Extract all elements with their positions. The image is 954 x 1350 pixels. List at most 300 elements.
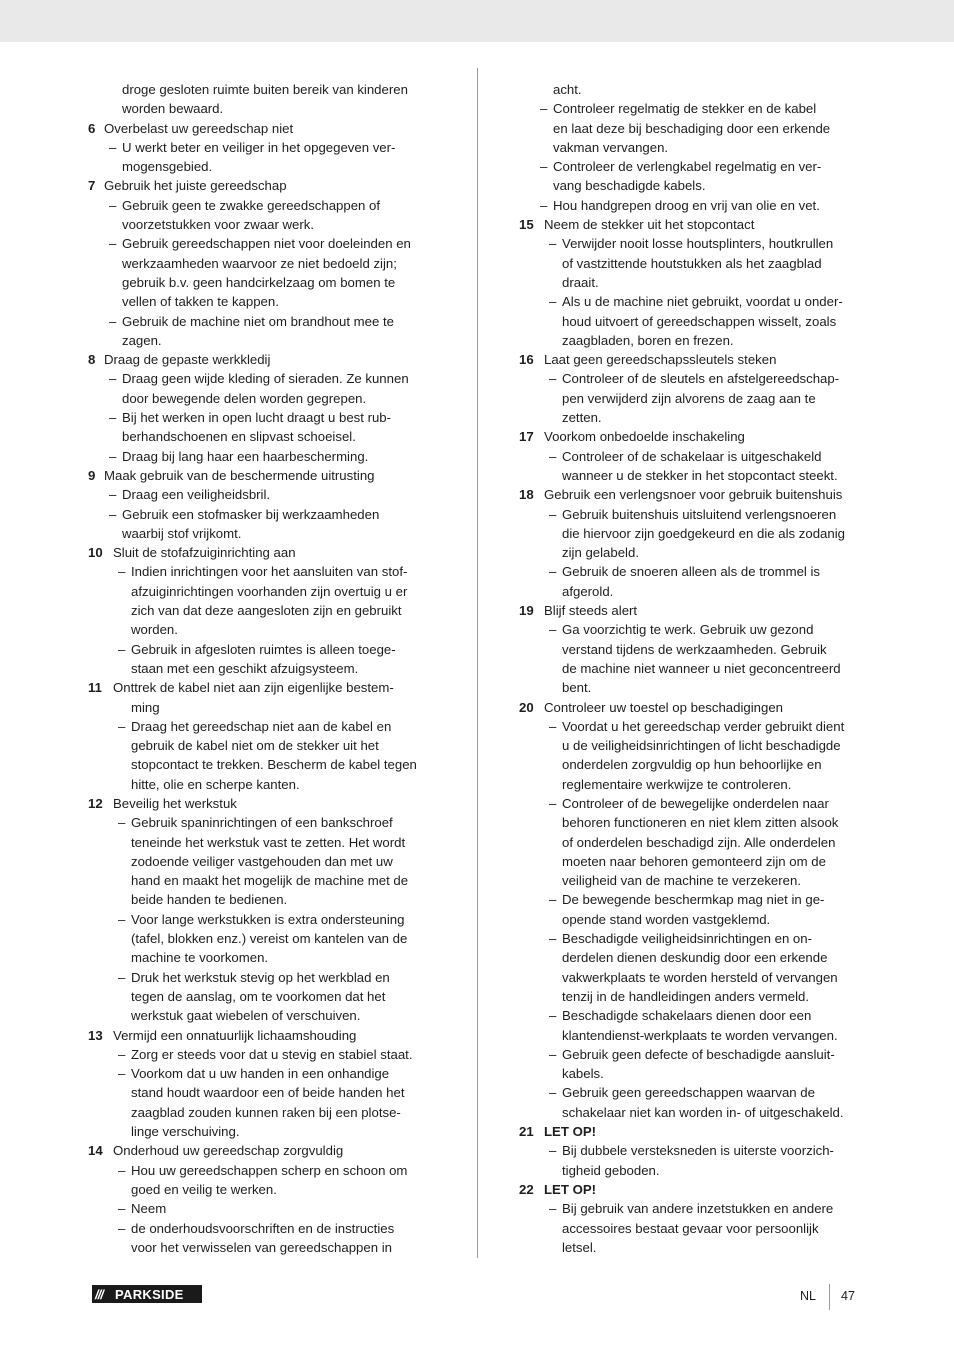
footer-divider — [829, 1284, 830, 1310]
dash-bullet: – — [549, 1201, 557, 1217]
bullet-text: Beschadigde schakelaars dienen door een — [562, 1008, 812, 1024]
continuation-text: werkzaamheden waarvoor ze niet bedoeld zijn; — [122, 255, 397, 271]
continuation-text: vang beschadigde kabels. — [553, 178, 706, 194]
continuation-text: goed en veilig te werken. — [131, 1181, 277, 1197]
bullet-item — [88, 312, 438, 331]
continuation-line — [88, 99, 438, 118]
continuation-line — [88, 1122, 438, 1141]
continuation-text: staan met een geschikt afzuigsysteem. — [131, 660, 359, 676]
continuation-text: zaagbladen, boren en frezen. — [562, 332, 734, 348]
continuation-text: zich van dat deze aangesloten zijn en gebruikt — [131, 603, 402, 619]
section-number: 20 — [519, 699, 534, 715]
continuation-line — [519, 948, 871, 967]
continuation-text: (tafel, blokken enz.) vereist om kantelen van de — [131, 931, 408, 947]
bullet-item — [519, 794, 871, 813]
bullet-item — [88, 640, 438, 659]
bullet-text: Neem — [131, 1201, 167, 1217]
bullet-text: Gebruik de machine niet om brandhout mee te — [122, 313, 394, 329]
continuation-text: zijn gelabeld. — [562, 545, 639, 561]
bullet-text: Ga voorzichtig te werk. Gebruik uw gezond — [562, 622, 814, 638]
dash-bullet: – — [118, 1046, 126, 1062]
bullet-item — [88, 369, 438, 388]
bullet-text: Gebruik gereedschappen niet voor doeleinden en — [122, 236, 411, 252]
bullet-text: Indien inrichtingen voor het aansluiten van stof- — [131, 564, 408, 580]
continuation-line — [88, 775, 438, 794]
section-heading — [88, 543, 438, 562]
bullet-text: Bij het werken in open lucht draagt u best rub- — [122, 410, 392, 426]
section-heading — [519, 1180, 871, 1199]
continuation-line — [519, 659, 871, 678]
section-number: 9 — [88, 467, 96, 483]
language-code: NL — [800, 1289, 816, 1303]
dash-bullet: – — [118, 969, 126, 985]
section-number: 14 — [88, 1143, 103, 1159]
section-number: 16 — [519, 352, 534, 368]
continuation-line — [519, 1064, 871, 1083]
continuation-line — [519, 852, 871, 871]
continuation-text: droge gesloten ruimte buiten bereik van kinderen — [122, 82, 408, 97]
continuation-text: worden. — [131, 622, 178, 638]
section-heading — [519, 1122, 871, 1141]
continuation-line — [88, 601, 438, 620]
bullet-text: Gebruik buitenshuis uitsluitend verlengsnoeren — [562, 506, 837, 522]
continuation-text: waarbij stof vrijkomt. — [122, 525, 242, 541]
continuation-line — [88, 929, 438, 948]
dash-bullet: – — [549, 1143, 557, 1159]
continuation-text: machine te voorkomen. — [131, 950, 269, 966]
bullet-item — [88, 447, 438, 466]
section-number: 6 — [88, 120, 96, 136]
continuation-line — [519, 1103, 871, 1122]
continuation-line — [88, 215, 438, 234]
bullet-text: Druk het werkstuk stevig op het werkblad en — [131, 969, 390, 985]
continuation-line — [88, 1103, 438, 1122]
continuation-line — [88, 582, 438, 601]
continuation-text: vellen of takken te kappen. — [122, 294, 279, 310]
bullet-text: Hou uw gereedschappen scherp en schoon om — [131, 1162, 408, 1178]
continuation-line — [519, 176, 871, 195]
continuation-text: linge verschuiving. — [131, 1124, 240, 1140]
continuation-text: verstand tijdens de werkzaamheden. Gebruik — [562, 641, 827, 657]
dash-bullet: – — [540, 101, 548, 117]
bullet-item — [519, 717, 871, 736]
continuation-line — [519, 582, 871, 601]
section-heading — [88, 1141, 438, 1160]
bullet-item — [88, 1161, 438, 1180]
continuation-text: letsel. — [562, 1239, 597, 1255]
bullet-item — [88, 562, 438, 581]
bullet-text: Gebruik de snoeren alleen als de trommel is — [562, 564, 821, 580]
dash-bullet: – — [118, 911, 126, 927]
continuation-line — [88, 698, 438, 717]
bullet-text: Voordat u het gereedschap verder gebruikt dient — [562, 718, 845, 734]
bullet-item — [88, 968, 438, 987]
continuation-line — [88, 620, 438, 639]
dash-bullet: – — [109, 506, 117, 522]
dash-bullet: – — [549, 294, 557, 310]
bullet-text: Controleer de verlengkabel regelmatig en ver- — [553, 159, 822, 175]
continuation-text: stand houdt waardoor een of beide handen het — [131, 1085, 405, 1101]
section-title: LET OP! — [544, 1124, 597, 1140]
section-heading — [88, 794, 438, 813]
section-title: Neem de stekker uit het stopcontact — [544, 217, 755, 233]
section-heading — [519, 350, 871, 369]
dash-bullet: – — [549, 931, 557, 947]
continuation-text: acht. — [553, 82, 582, 97]
continuation-line — [88, 292, 438, 311]
dash-bullet: – — [109, 371, 117, 387]
continuation-line — [519, 1219, 871, 1238]
section-title: LET OP! — [544, 1181, 597, 1197]
section-number: 11 — [88, 680, 102, 696]
dash-bullet: – — [109, 410, 117, 426]
dash-bullet: – — [109, 487, 117, 503]
continuation-line — [519, 833, 871, 852]
section-number: 7 — [88, 178, 96, 194]
continuation-text: derdelen dienen deskundig door een erkende — [562, 950, 828, 966]
continuation-line — [88, 833, 438, 852]
section-number: 18 — [519, 487, 534, 503]
dash-bullet: – — [549, 795, 557, 811]
section-title: Voorkom onbedoelde inschakeling — [544, 429, 745, 445]
dash-bullet: – — [109, 139, 117, 155]
continuation-line — [88, 331, 438, 350]
continuation-text: bent. — [562, 680, 592, 696]
continuation-line — [519, 910, 871, 929]
continuation-text: accessoires bestaat gevaar voor persoonlijk — [562, 1220, 819, 1236]
bullet-item — [519, 1006, 871, 1025]
section-number: 12 — [88, 795, 103, 811]
continuation-text: vakman vervangen. — [553, 139, 669, 155]
bullet-text: Beschadigde veiligheidsinrichtingen en on- — [562, 931, 812, 947]
continuation-text: ming — [131, 699, 160, 715]
bullet-item — [519, 447, 871, 466]
continuation-line — [519, 312, 871, 331]
continuation-line — [519, 466, 871, 485]
dash-bullet: – — [118, 815, 126, 831]
continuation-line — [88, 755, 438, 774]
bullet-item — [519, 1199, 871, 1218]
section-heading — [88, 678, 438, 697]
continuation-text: zaagblad zouden kunnen raken bij een plotse- — [131, 1104, 401, 1120]
continuation-line — [519, 80, 871, 99]
bullet-text: Zorg er steeds voor dat u stevig en stabiel staat. — [131, 1046, 413, 1062]
bullet-item — [519, 929, 871, 948]
continuation-text: of onderdelen beschadigd zijn. Alle onderdelen — [562, 834, 836, 850]
continuation-text: onderdelen zorgvuldig op hun behoorlijke en — [562, 757, 822, 773]
continuation-text: wanneer u de stekker in het stopcontact steekt. — [562, 467, 838, 483]
section-number: 8 — [88, 352, 96, 368]
section-number: 22 — [519, 1181, 534, 1197]
dash-bullet: – — [549, 564, 557, 580]
continuation-text: werkstuk gaat wiebelen of verschuiven. — [131, 1008, 361, 1024]
bullet-item — [519, 1141, 871, 1160]
dash-bullet: – — [118, 1162, 126, 1178]
continuation-text: tenzij in de handleidingen anders vermeld. — [562, 988, 810, 1004]
bullet-text: Controleer of de sleutels en afstelgereedschap- — [562, 371, 840, 387]
bullet-item — [88, 910, 438, 929]
bullet-item — [88, 1219, 438, 1238]
bullet-item — [519, 157, 871, 176]
section-heading — [88, 350, 438, 369]
bullet-item — [519, 505, 871, 524]
bullet-item — [519, 562, 871, 581]
section-heading — [519, 601, 871, 620]
continuation-line — [519, 119, 871, 138]
continuation-text: kabels. — [562, 1066, 604, 1082]
section-number: 13 — [88, 1027, 103, 1043]
section-title: Draag de gepaste werkkledij — [104, 352, 271, 368]
bullet-item — [88, 717, 438, 736]
continuation-line — [519, 678, 871, 697]
continuation-text: pen verwijderd zijn alvorens de zaag aan te — [562, 390, 816, 406]
bullet-text: Bij dubbele versteksneden is uiterste voorzich- — [562, 1143, 834, 1159]
continuation-text: klantendienst-werkplaats te worden vervangen. — [562, 1027, 838, 1043]
dash-bullet: – — [118, 1220, 126, 1236]
dash-bullet: – — [540, 197, 548, 213]
continuation-line — [519, 1238, 871, 1257]
continuation-line — [88, 736, 438, 755]
continuation-text: worden bewaard. — [122, 101, 224, 117]
section-title: Beveilig het werkstuk — [113, 795, 237, 811]
bullet-text: Bij gebruik van andere inzetstukken en andere — [562, 1201, 834, 1217]
dash-bullet: – — [549, 718, 557, 734]
logo-slashes: /// — [95, 1286, 103, 1302]
continuation-line — [88, 273, 438, 292]
continuation-line — [519, 871, 871, 890]
continuation-line — [88, 389, 438, 408]
bullet-item — [88, 813, 438, 832]
continuation-line — [88, 1006, 438, 1025]
section-number: 17 — [519, 429, 534, 445]
continuation-text: reglementaire werkwijze te controleren. — [562, 776, 792, 792]
continuation-line — [519, 736, 871, 755]
continuation-line — [88, 427, 438, 446]
dash-bullet: – — [109, 313, 117, 329]
bullet-text: Draag geen wijde kleding of sieraden. Ze kunnen — [122, 371, 409, 387]
bullet-text: Gebruik geen gereedschappen waarvan de — [562, 1085, 815, 1101]
bullet-text: Gebruik spaninrichtingen of een bankschroef — [131, 815, 393, 831]
continuation-line — [88, 871, 438, 890]
bullet-item — [519, 99, 871, 118]
section-title: Blijf steeds alert — [544, 603, 638, 619]
continuation-text: tigheid geboden. — [562, 1162, 660, 1178]
bullet-item — [88, 485, 438, 504]
section-title: Sluit de stofafzuiginrichting aan — [113, 545, 296, 561]
bullet-text: Voor lange werkstukken is extra ondersteuning — [131, 911, 405, 927]
dash-bullet: – — [549, 1046, 557, 1062]
bullet-item — [88, 196, 438, 215]
column-divider — [477, 68, 478, 1258]
continuation-text: schakelaar niet kan worden in- of uitgeschakeld. — [562, 1104, 844, 1120]
dash-bullet: – — [118, 564, 126, 580]
continuation-line — [88, 157, 438, 176]
continuation-text: houd uitvoert of gereedschappen wisselt, zoals — [562, 313, 837, 329]
continuation-text: gebruik de kabel niet om de stekker uit het — [131, 738, 379, 754]
continuation-line — [519, 640, 871, 659]
dash-bullet: – — [540, 159, 548, 175]
bullet-text: De bewegende beschermkap mag niet in ge- — [562, 892, 825, 908]
continuation-line — [519, 254, 871, 273]
continuation-text: voor het verwisselen van gereedschappen in — [131, 1239, 392, 1255]
continuation-text: en laat deze bij beschadiging door een erkende — [553, 120, 831, 136]
continuation-line — [519, 987, 871, 1006]
bullet-text: Voorkom dat u uw handen in een onhandige — [131, 1066, 390, 1082]
section-title: Onttrek de kabel niet aan zijn eigenlijke bestem- — [113, 680, 394, 696]
continuation-line — [88, 1083, 438, 1102]
continuation-line — [88, 852, 438, 871]
section-heading — [88, 1026, 438, 1045]
continuation-line — [88, 987, 438, 1006]
continuation-line — [519, 1161, 871, 1180]
continuation-line — [519, 1026, 871, 1045]
bullet-text: Draag bij lang haar een haarbescherming. — [122, 448, 369, 464]
bullet-item — [88, 1064, 438, 1083]
bullet-text: Gebruik een stofmasker bij werkzaamheden — [122, 506, 380, 522]
section-title: Maak gebruik van de beschermende uitrusting — [104, 467, 375, 483]
bullet-text: Gebruik geen defecte of beschadigde aansluit- — [562, 1046, 835, 1062]
dash-bullet: – — [109, 448, 117, 464]
continuation-line — [519, 755, 871, 774]
continuation-text: door bewegende delen worden gegrepen. — [122, 390, 367, 406]
continuation-text: veiligheid van de machine te verzekeren. — [562, 873, 801, 889]
dash-bullet: – — [118, 1066, 126, 1082]
dash-bullet: – — [549, 1085, 557, 1101]
bullet-text: Gebruik in afgesloten ruimtes is alleen toege- — [131, 641, 396, 657]
bullet-item — [88, 505, 438, 524]
continuation-line — [519, 524, 871, 543]
bullet-item — [519, 1083, 871, 1102]
parkside-logo — [92, 1285, 202, 1303]
continuation-text: mogensgebied. — [122, 159, 213, 175]
bullet-item — [519, 369, 871, 388]
continuation-line — [519, 138, 871, 157]
section-number: 21 — [519, 1124, 534, 1140]
continuation-line — [88, 80, 438, 99]
section-title: Laat geen gereedschapssleutels steken — [544, 352, 777, 368]
continuation-text: hitte, olie en scherpe kanten. — [131, 776, 300, 792]
continuation-text: vakwerkplaats te worden hersteld of vervangen — [562, 969, 838, 985]
bullet-text: Controleer of de bewegelijke onderdelen naar — [562, 795, 829, 811]
header-band — [0, 0, 954, 42]
continuation-line — [519, 273, 871, 292]
bullet-item — [88, 1045, 438, 1064]
continuation-text: stopcontact te trekken. Bescherm de kabel tegen — [131, 757, 417, 773]
bullet-text: Hou handgrepen droog en vrij van olie en vet. — [553, 197, 820, 213]
continuation-text: gebruik b.v. geen handcirkelzaag om bomen te — [122, 274, 396, 290]
continuation-line — [88, 524, 438, 543]
continuation-line — [88, 254, 438, 273]
bullet-text: Draag een veiligheidsbril. — [122, 487, 271, 503]
dash-bullet: – — [549, 622, 557, 638]
continuation-text: zetten. — [562, 410, 602, 426]
continuation-text: draait. — [562, 274, 599, 290]
continuation-line — [519, 389, 871, 408]
bullet-text: Draag het gereedschap niet aan de kabel en — [131, 718, 392, 734]
continuation-text: voorzetstukken voor zwaar werk. — [122, 217, 315, 233]
continuation-line — [88, 890, 438, 909]
continuation-text: zodoende veiliger vastgehouden dan met uw — [131, 853, 393, 869]
continuation-text: zagen. — [122, 332, 162, 348]
bullet-item — [519, 196, 871, 215]
bullet-text: U werkt beter en veiliger in het opgegeven ver- — [122, 139, 396, 155]
section-heading — [88, 119, 438, 138]
bullet-item — [88, 234, 438, 253]
section-heading — [88, 466, 438, 485]
continuation-line — [519, 968, 871, 987]
continuation-line — [88, 948, 438, 967]
continuation-text: hand en maakt het mogelijk de machine met de — [131, 873, 409, 889]
continuation-text: afgerold. — [562, 583, 614, 599]
continuation-line — [88, 659, 438, 678]
page-number: 47 — [841, 1289, 855, 1303]
section-number: 19 — [519, 603, 534, 619]
section-title: Overbelast uw gereedschap niet — [104, 120, 294, 136]
continuation-text: de machine niet wanneer u niet geconcentreerd — [562, 660, 841, 676]
dash-bullet: – — [549, 892, 557, 908]
continuation-line — [519, 408, 871, 427]
bullet-text: Controleer regelmatig de stekker en de kabel — [553, 101, 817, 117]
section-heading — [519, 427, 871, 446]
section-heading — [88, 176, 438, 195]
continuation-text: afzuiginrichtingen voorhanden zijn overtuig u er — [131, 583, 408, 599]
section-heading — [519, 215, 871, 234]
bullet-item — [88, 408, 438, 427]
dash-bullet: – — [109, 236, 117, 252]
section-heading — [519, 485, 871, 504]
continuation-text: u de veiligheidsinrichtingen of licht beschadigde — [562, 738, 841, 754]
dash-bullet: – — [118, 1201, 126, 1217]
dash-bullet: – — [118, 718, 126, 734]
continuation-text: berhandschoenen en slipvast schoeisel. — [122, 429, 356, 445]
bullet-text: Verwijder nooit losse houtsplinters, houtkrullen — [562, 236, 834, 252]
bullet-item — [88, 1199, 438, 1218]
section-title: Controleer uw toestel op beschadigingen — [544, 699, 783, 715]
left-text-column — [88, 80, 438, 1257]
bullet-text: Gebruik geen te zwakke gereedschappen of — [122, 197, 381, 213]
continuation-line — [88, 1238, 438, 1257]
bullet-item — [88, 138, 438, 157]
bullet-item — [519, 292, 871, 311]
continuation-text: moeten naar behoren gemonteerd zijn om de — [562, 853, 826, 869]
bullet-item — [519, 1045, 871, 1064]
continuation-text: beide handen te bedienen. — [131, 892, 288, 908]
right-text-column — [519, 80, 871, 1257]
section-title: Vermijd een onnatuurlijk lichaamshouding — [113, 1027, 357, 1043]
continuation-text: opende stand worden vastgeklemd. — [562, 911, 771, 927]
section-title: Gebruik een verlengsnoer voor gebruik buitenshuis — [544, 487, 843, 503]
bullet-text: Controleer of de schakelaar is uitgeschakeld — [562, 448, 822, 464]
continuation-text: of vastzittende houtstukken als het zaagblad — [562, 255, 822, 271]
section-title: Onderhoud uw gereedschap zorgvuldig — [113, 1143, 344, 1159]
bullet-text: Als u de machine niet gebruikt, voordat u onder- — [562, 294, 843, 310]
continuation-line — [519, 331, 871, 350]
bullet-item — [519, 234, 871, 253]
continuation-line — [519, 775, 871, 794]
section-number: 10 — [88, 545, 103, 561]
dash-bullet: – — [549, 506, 557, 522]
dash-bullet: – — [118, 641, 126, 657]
section-title: Gebruik het juiste gereedschap — [104, 178, 287, 194]
continuation-line — [519, 543, 871, 562]
section-number: 15 — [519, 217, 534, 233]
continuation-line — [519, 813, 871, 832]
continuation-text: behoren functioneren en niet klem zitten alsook — [562, 815, 839, 831]
dash-bullet: – — [549, 236, 557, 252]
dash-bullet: – — [109, 197, 117, 213]
dash-bullet: – — [549, 371, 557, 387]
dash-bullet: – — [549, 448, 557, 464]
